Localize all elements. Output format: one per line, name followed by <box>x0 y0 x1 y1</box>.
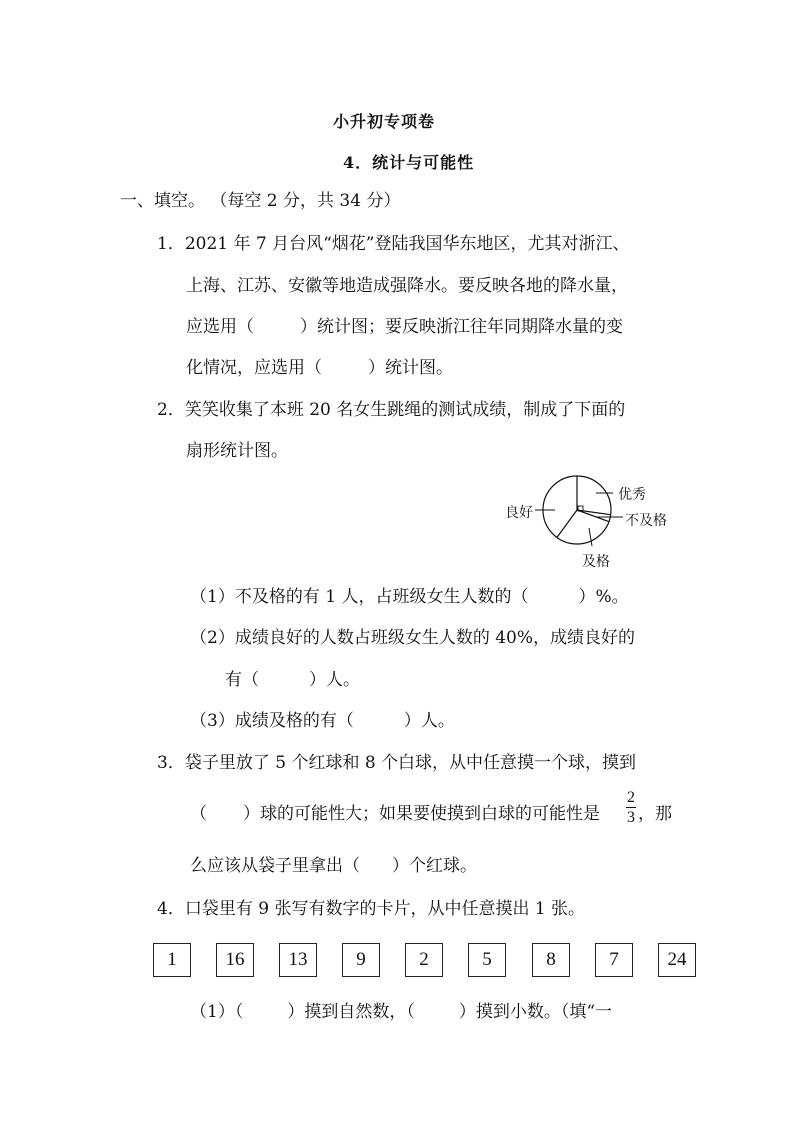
q2-sub1-before: （1）不及格的有 1 人，占班级女生人数的（ <box>190 587 529 607</box>
q2-sub3 <box>190 711 455 731</box>
number-card: 2 <box>405 943 443 977</box>
q4-sub1 <box>190 1002 612 1022</box>
q3-line2-middle: ）球的可能性大；如果要使摸到白球的可能性是 <box>243 804 600 824</box>
page-title: 小升初专项卷 <box>333 112 436 131</box>
q2-sub3-before: （3）成绩及格的有（ <box>190 711 354 731</box>
q3-fraction-bar <box>626 807 636 808</box>
q2-sub2-before: 有（ <box>225 670 259 690</box>
q1-line1: 1．2021 年 7 月台风“烟花”登陆我国华东地区，尤其对浙江、 <box>157 234 630 254</box>
q3-line2-end: ，那 <box>638 804 672 824</box>
q1-line4-after: ）统计图。 <box>368 358 453 378</box>
q4-line1: 4．口袋里有 9 张写有数字的卡片，从中任意摸出 1 张。 <box>157 899 586 919</box>
q4-sub1-before: （1）（ <box>190 1002 244 1022</box>
number-card: 16 <box>216 943 254 977</box>
q1-line3-after: ）统计图；要反映浙江往年同期降水量的变 <box>300 317 623 337</box>
number-card: 8 <box>532 943 570 977</box>
q2-sub2-line1: （2）成绩良好的人数占班级女生人数的 40%，成绩良好的 <box>190 628 636 648</box>
leader-pass <box>589 528 592 546</box>
q1-line4-before: 化情况，应选用（ <box>186 358 322 378</box>
pie-divider-bottom-left <box>557 510 577 538</box>
q2-sub1 <box>190 587 629 607</box>
q3-line3 <box>190 856 477 876</box>
q3-line3-after: ）个红球。 <box>392 856 477 876</box>
q3-fraction-denominator: 3 <box>627 809 635 826</box>
q3-line2 <box>190 804 600 824</box>
pie-label-fail: 不及格 <box>625 513 667 529</box>
number-card: 24 <box>658 943 696 977</box>
q2-sub1-after: ）%。 <box>578 587 629 607</box>
q3-line2-before: （ <box>190 804 207 824</box>
pie-label-pass: 及格 <box>582 554 610 570</box>
q3-fraction-numerator: 2 <box>627 789 635 806</box>
q3-line1: 3．袋子里放了 5 个红球和 8 个白球，从中任意摸一个球，摸到 <box>157 753 637 773</box>
q2-line2: 扇形统计图。 <box>186 441 288 461</box>
q3-line3-before: 么应该从袋子里拿出（ <box>190 856 360 876</box>
pie-label-good: 良好 <box>505 505 533 521</box>
page-subtitle: 4．统计与可能性 <box>343 153 475 172</box>
number-card: 1 <box>153 943 191 977</box>
number-card: 9 <box>342 943 380 977</box>
q1-line3 <box>186 317 623 337</box>
number-card: 13 <box>279 943 317 977</box>
q2-sub2-line2 <box>225 670 360 690</box>
q2-line1: 2．笑笑收集了本班 20 名女生跳绳的测试成绩，制成了下面的 <box>157 400 626 420</box>
q2-sub2-after: ）人。 <box>309 670 360 690</box>
number-card: 5 <box>468 943 506 977</box>
q1-line2: 上海、江苏、安徽等地造成强降水。要反映各地的降水量， <box>186 276 628 296</box>
section-heading: 一、填空。 （每空 2 分，共 34 分） <box>120 191 401 211</box>
q4-sub1-after: ）摸到小数。（填“一 <box>458 1002 613 1022</box>
q4-sub1-middle: ）摸到自然数，（ <box>287 1002 415 1022</box>
pie-label-excellent: 优秀 <box>618 487 646 503</box>
q2-sub3-after: ）人。 <box>403 711 455 731</box>
q1-line3-before: 应选用（ <box>186 317 254 337</box>
number-card: 7 <box>595 943 633 977</box>
q1-line4 <box>186 358 453 378</box>
